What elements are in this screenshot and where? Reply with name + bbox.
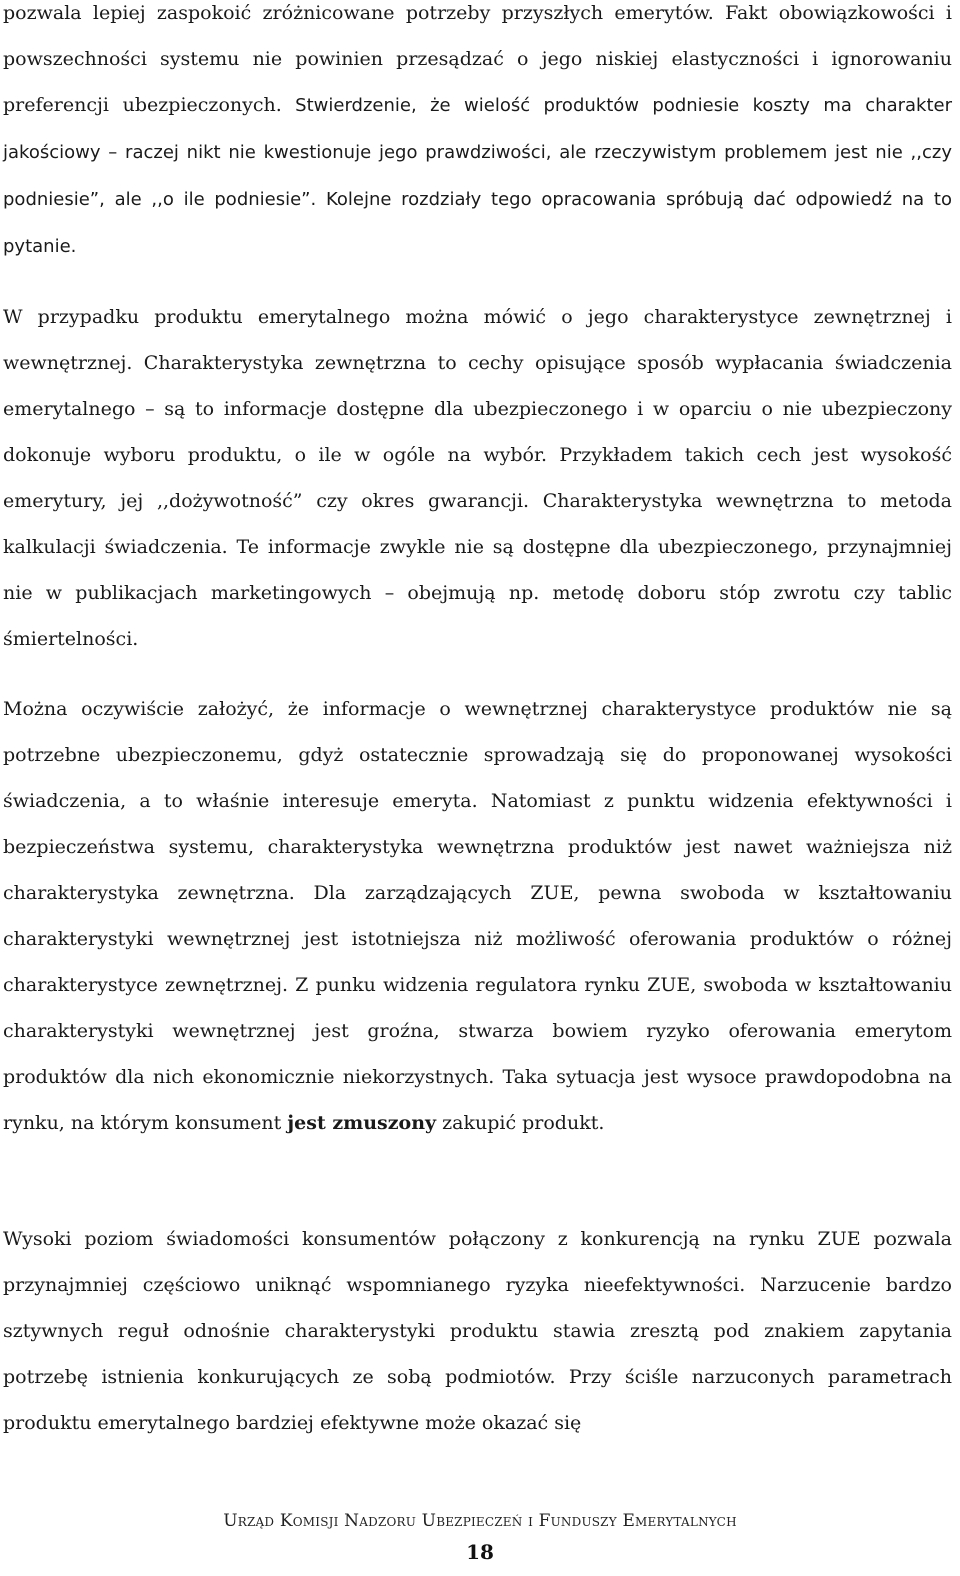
paragraph-3-bold-text: jest zmuszony: [287, 1112, 437, 1134]
page-footer: [0, 1511, 960, 1531]
paragraph-2: W przypadku produktu emerytalnego można mówić o jego charakterystyce zewnętrznej i wewnętrznej. Charakterystyka zewnętrzna to cechy opisujące sposób wypłacania świadczenia emerytalnego – są to informacje dostępne dla ubezpieczonego i w oparciu o nie ubezpieczony dokonuje wyboru produktu, o ile w ogóle na wybór. Przykładem takich cech jest wysokość emerytury, jej ,,dożywotność” czy okres gwarancji. Charakterystyka wewnętrzna to metoda kalkulacji świadczenia. Te informacje zwykle nie są dostępne dla ubezpieczonego, przynajmniej nie w publikacjach marketingowych – obejmują np. metodę doboru stóp zwrotu czy tablic śmiertelności.: [3, 306, 952, 650]
paragraph-3-text-end: zakupić produkt.: [436, 1112, 605, 1134]
paragraph-3-text-start: Można oczywiście założyć, że informacje o wewnętrznej charakterystyce produktów nie są potrzebne ubezpieczonemu, gdyż ostatecznie sprowadzają się do proponowanej wysokości świadczenia, a to właśnie interesuje emeryta. Natomiast z punktu widzenia efektywności i bezpieczeństwa systemu, charakterystyka wewnętrzna produktów jest nawet ważniejsza niż charakterystyka zewnętrzna. Dla zarządzających ZUE, pewna swoboda w kształtowaniu charakterystyki wewnętrznej jest istotniejsza niż możliwość oferowania produktów o różnej charakterystyce zewnętrznej. Z punku widzenia regulatora rynku ZUE, swoboda w kształtowaniu charakterystyki wewnętrznej jest groźna, stwarza bowiem ryzyko oferowania emerytom produktów dla nich ekonomicznie niekorzystnych. Taka sytuacja jest wysoce prawdopodobna na rynku, na którym konsument: [3, 698, 952, 1134]
paragraph-1: [3, 0, 952, 270]
page-number: 18: [466, 1540, 494, 1564]
paragraph-1-serif-text: pozwala lepiej zaspokoić zróżnicowane potrzeby przyszłych emerytów. Fakt obowiązkowości i powszechności systemu nie powinien przesądzać o jego niskiej elastyczności i ignorowaniu preferencji ubezpieczonych.: [3, 2, 952, 116]
paragraph-3: [3, 686, 952, 1146]
paragraph-4: Wysoki poziom świadomości konsumentów połączony z konkurencją na rynku ZUE pozwala przynajmniej częściowo uniknąć wspomnianego ryzyka nieefektywności. Narzucenie bardzo sztywnych reguł odnośnie charakterystyki produktu stawia zresztą pod znakiem zapytania potrzebę istnienia konkurujących ze sobą podmiotów. Przy ściśle narzuconych parametrach produktu emerytalnego bardziej efektywne może okazać się: [3, 1228, 952, 1434]
footer-institution: Urząd Komisji Nadzoru Ubezpieczeń i Funduszy Emerytalnych: [223, 1511, 737, 1531]
paragraph-1-sans-text: Stwierdzenie, że wielość produktów podniesie koszty ma charakter jakościowy – raczej nikt nie kwestionuje jego prawdziwości, ale rzeczywistym problemem jest nie ,,czy podniesie”, ale ,,o ile podniesie”. Kolejne rozdziały tego opracowania spróbują dać odpowiedź na to pytanie.: [3, 95, 953, 257]
